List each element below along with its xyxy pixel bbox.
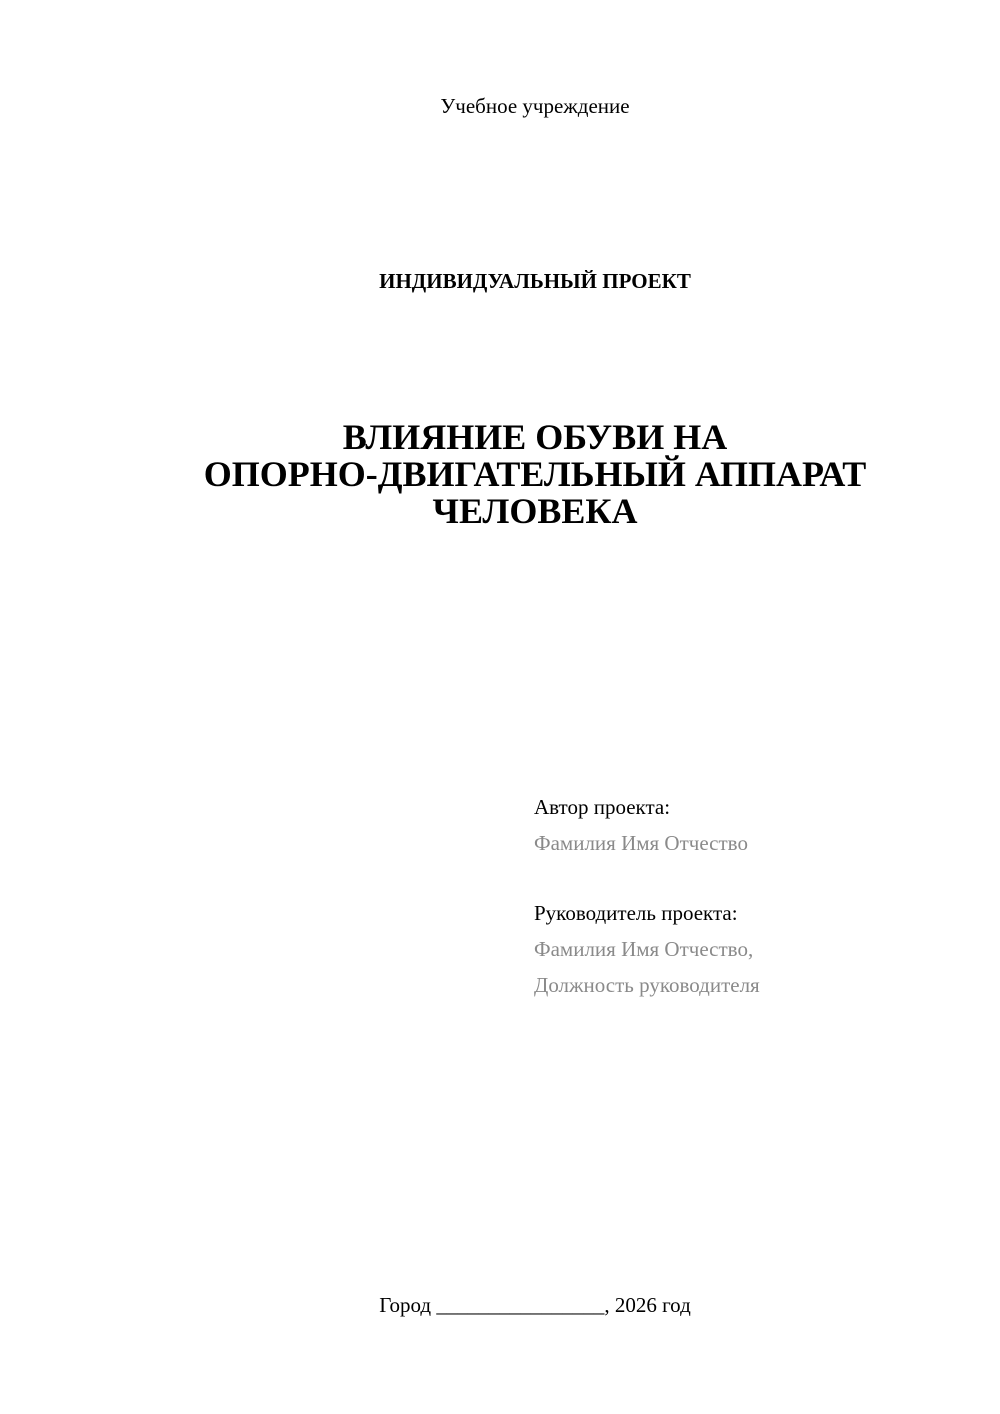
- project-title: [0, 419, 1000, 530]
- project-title-line-3: ЧЕЛОВЕКА: [432, 491, 638, 531]
- supervisor-position: Должность руководителя: [534, 973, 760, 997]
- project-title-line-2: ОПОРНО-ДВИГАТЕЛЬНЫЙ АППАРАТ: [203, 454, 867, 494]
- project-title-line-1: ВЛИЯНИЕ ОБУВИ НА: [342, 417, 728, 457]
- document-type: ИНДИВИДУАЛЬНЫЙ ПРОЕКТ: [379, 269, 691, 293]
- supervisor-label: Руководитель проекта:: [534, 901, 738, 925]
- supervisor-name: Фамилия Имя Отчество,: [534, 937, 754, 961]
- authors-spacer: [534, 861, 760, 895]
- authors-block: [534, 789, 760, 1003]
- author-name: Фамилия Имя Отчество: [534, 831, 748, 855]
- city-year-footer: Город ________________, 2026 год: [379, 1293, 691, 1317]
- institution-name: Учебное учреждение: [440, 94, 630, 118]
- author-label: Автор проекта:: [534, 795, 671, 819]
